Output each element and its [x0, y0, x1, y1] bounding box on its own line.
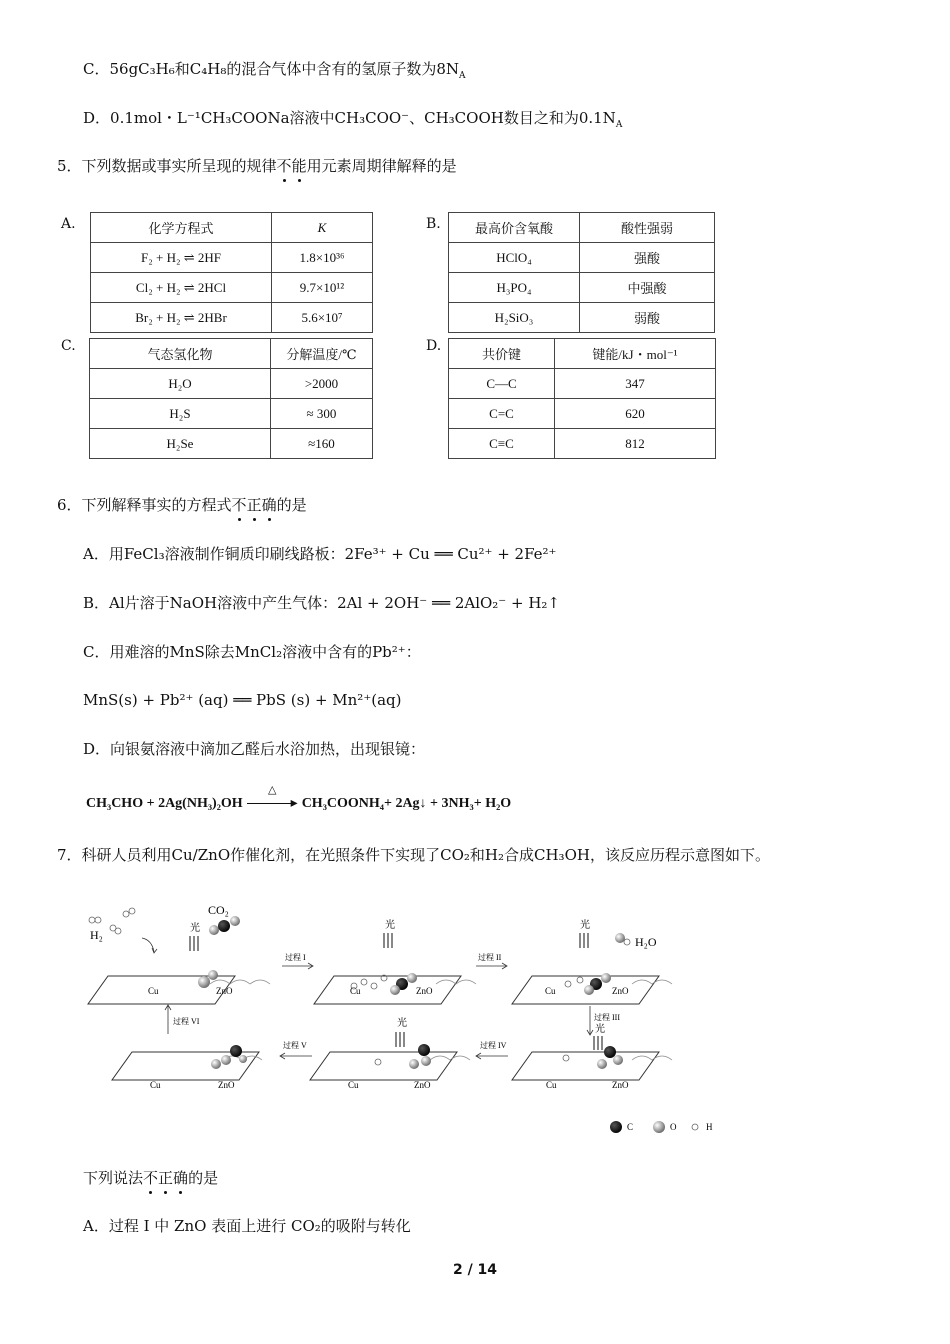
table-cell: 弱酸 — [580, 303, 715, 333]
table-cell: H₃PO₄ — [449, 273, 580, 303]
q7-option-a: A．过程 I 中 ZnO 表面上进行 CO₂的吸附与转化 — [83, 1217, 411, 1235]
table-row — [91, 303, 373, 333]
svg-text:ZnO: ZnO — [612, 986, 629, 996]
table-d-label: D. — [426, 338, 442, 354]
svg-text:光: 光 — [595, 1024, 605, 1035]
svg-text:Cu: Cu — [546, 1080, 557, 1090]
panel-1 — [88, 903, 270, 1004]
table-row — [90, 399, 373, 429]
light-label: 光 — [190, 923, 200, 934]
process-2-arrow — [476, 952, 507, 969]
table-cell: Cl₂ + H₂ ⇌ 2HCl — [91, 273, 272, 303]
q4-option-c: C．56gC₃H₆和C₄H₈的混合气体中含有的氢原子数为$8N_A$ — [83, 60, 466, 81]
q7-stem: 7．科研人员利用Cu/ZnO作催化剂，在光照条件下实现了CO₂和H₂合成CH₃OH，该反应历程示意图如下。 — [57, 846, 770, 864]
svg-text:Cu: Cu — [150, 1080, 161, 1090]
table-b — [448, 212, 715, 333]
table-row — [449, 339, 716, 369]
q6-option-a: A．用FeCl₃溶液制作铜质印刷线路板：2Fe³⁺ + Cu ══ Cu²⁺ + 2Fe²⁺ — [83, 545, 557, 563]
svg-text:过程 III: 过程 III — [594, 1013, 620, 1022]
table-row — [91, 243, 373, 273]
zno-label: ZnO — [216, 986, 233, 996]
reaction-mechanism-diagram — [80, 898, 740, 1148]
svg-text:Cu: Cu — [350, 986, 361, 996]
legend-h: H — [706, 1122, 713, 1132]
table-cell: 9.7×10¹² — [272, 273, 373, 303]
q7-substem: 下列说法不正确的是 — [83, 1169, 219, 1187]
table-cell: C≡C — [449, 429, 555, 459]
svg-text:ZnO: ZnO — [416, 986, 433, 996]
svg-text:光: 光 — [580, 920, 590, 931]
q6-option-d-equation: CH₃CHO + 2Ag(NH₃)₂OH △ ▸ CH₃COONH₄+ 2Ag↓ + 3NH₃+ H₂O — [86, 784, 512, 811]
co2-label: CO₂ — [208, 903, 229, 917]
page-number: 2 / 14 — [452, 1262, 498, 1278]
q6-stem: 6．下列解释事实的方程式不正确的是 — [57, 496, 307, 514]
q6-emphasis: 不正确 — [231, 496, 277, 514]
svg-text:过程 V: 过程 V — [283, 1041, 307, 1050]
table-cell: F₂ + H₂ ⇌ 2HF — [91, 243, 272, 273]
process-5-arrow — [280, 1040, 312, 1059]
table-c-label: C. — [61, 338, 76, 354]
process-4-arrow — [476, 1040, 508, 1059]
process-1-arrow — [282, 952, 313, 969]
table-cell: ≈160 — [271, 429, 373, 459]
table-row — [449, 369, 716, 399]
table-row — [449, 213, 715, 243]
table-cell: HClO₄ — [449, 243, 580, 273]
table-header-cell: K — [272, 213, 373, 243]
svg-text:ZnO: ZnO — [218, 1080, 235, 1090]
table-row — [449, 399, 716, 429]
table-header-cell: 共价键 — [449, 339, 555, 369]
table-cell: 强酸 — [580, 243, 715, 273]
table-cell: 中强酸 — [580, 273, 715, 303]
svg-text:Cu: Cu — [545, 986, 556, 996]
table-cell: H₂SiO₃ — [449, 303, 580, 333]
table-row — [449, 243, 715, 273]
table-row — [90, 339, 373, 369]
table-row — [91, 213, 373, 243]
q6-option-c: C．用难溶的MnS除去MnCl₂溶液中含有的Pb²⁺： — [83, 643, 421, 661]
svg-text:过程 VI: 过程 VI — [173, 1017, 200, 1026]
panel-6 — [112, 1045, 262, 1090]
table-cell: H₂S — [90, 399, 271, 429]
table-row — [449, 303, 715, 333]
table-cell: C—C — [449, 369, 555, 399]
q7-emphasis: 不正确 — [143, 1169, 189, 1187]
q6-option-d: D．向银氨溶液中滴加乙醛后水浴加热，出现银镜： — [83, 740, 426, 758]
table-cell: 620 — [555, 399, 716, 429]
table-cell: H₂Se — [90, 429, 271, 459]
panel-3 — [512, 918, 672, 1004]
q6-option-b: B．Al片溶于NaOH溶液中产生气体：2Al + 2OH⁻ ══ 2AlO₂⁻ + H₂↑ — [83, 594, 560, 612]
table-header-cell: 酸性强弱 — [580, 213, 715, 243]
table-header-cell: 化学方程式 — [91, 213, 272, 243]
h2-label: H₂ — [90, 928, 103, 942]
heat-condition: △ — [267, 784, 277, 796]
process-6-arrow — [165, 1005, 200, 1034]
h2o-label: H₂O — [635, 935, 657, 949]
q6-option-c-equation: MnS(s) + Pb²⁺ (aq) ══ PbS (s) + Mn²⁺(aq) — [83, 691, 402, 709]
svg-text:ZnO: ZnO — [414, 1080, 431, 1090]
table-cell: C=C — [449, 399, 555, 429]
table-cell: 1.8×10³⁶ — [272, 243, 373, 273]
svg-text:过程 IV: 过程 IV — [480, 1041, 507, 1050]
table-row — [90, 429, 373, 459]
table-cell: ≈ 300 — [271, 399, 373, 429]
svg-text:过程 II: 过程 II — [478, 953, 502, 962]
diagram-legend — [610, 1121, 713, 1133]
svg-text:ZnO: ZnO — [612, 1080, 629, 1090]
q4-option-d: D．0.1mol・L⁻¹CH₃COONa溶液中CH₃COO⁻、CH₃COOH数目之和为$0.1N_A$ — [83, 109, 623, 130]
legend-c: C — [627, 1122, 634, 1132]
table-cell: 5.6×10⁷ — [272, 303, 373, 333]
table-a-label: A. — [61, 216, 76, 232]
table-cell: 347 — [555, 369, 716, 399]
table-cell: H₂O — [90, 369, 271, 399]
panel-2 — [314, 918, 476, 1004]
table-header-cell: 分解温度/℃ — [271, 339, 373, 369]
panel-5 — [310, 1016, 470, 1090]
table-header-cell: 气态氢化物 — [90, 339, 271, 369]
svg-text:Cu: Cu — [348, 1080, 359, 1090]
svg-text:光: 光 — [385, 920, 395, 931]
q5-emphasis: 不能 — [276, 157, 307, 175]
table-d — [448, 338, 716, 459]
table-header-cell: 键能/kJ・mol⁻¹ — [555, 339, 716, 369]
table-header-cell: 最高价含氧酸 — [449, 213, 580, 243]
cu-label: Cu — [148, 986, 159, 996]
svg-text:光: 光 — [397, 1018, 407, 1029]
table-cell: Br₂ + H₂ ⇌ 2HBr — [91, 303, 272, 333]
q5-stem: 5．下列数据或事实所呈现的规律不能用元素周期律解释的是 — [57, 157, 457, 175]
legend-o: O — [670, 1122, 677, 1132]
svg-text:过程 I: 过程 I — [285, 953, 306, 962]
table-row — [91, 273, 373, 303]
table-b-label: B. — [426, 216, 441, 232]
table-cell: 812 — [555, 429, 716, 459]
table-c — [89, 338, 373, 459]
table-row — [90, 369, 373, 399]
table-row — [449, 429, 716, 459]
table-a — [90, 212, 373, 333]
table-cell: >2000 — [271, 369, 373, 399]
table-row — [449, 273, 715, 303]
